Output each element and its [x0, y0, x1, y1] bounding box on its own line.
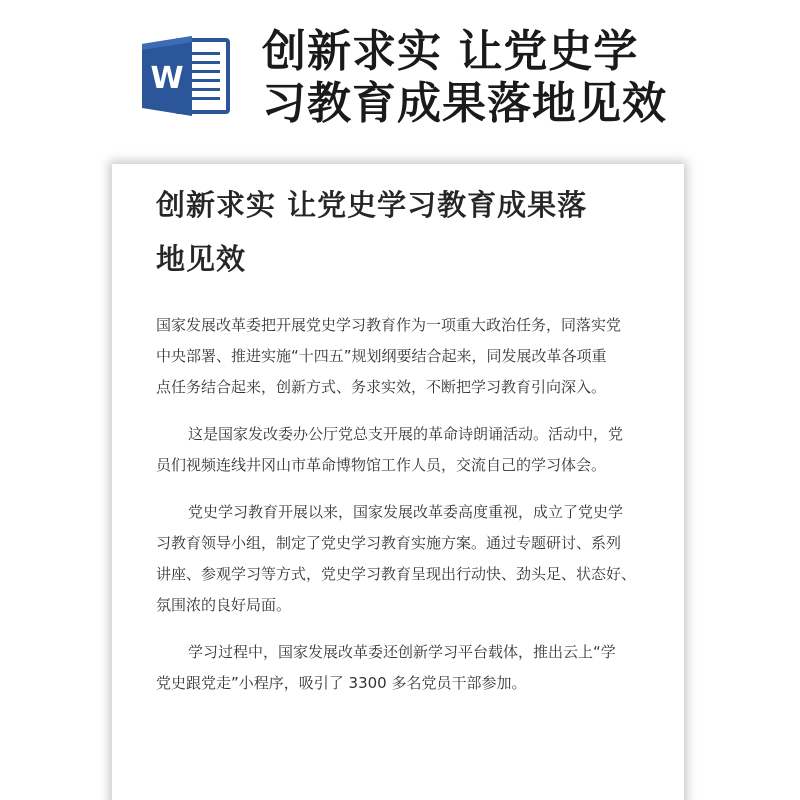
- paragraph-line: 这是国家发改委办公厅党总支开展的革命诗朗诵活动。活动中，党: [188, 425, 624, 443]
- document-title: [156, 178, 656, 286]
- header-title: [262, 26, 782, 130]
- paragraph-1: [156, 310, 656, 403]
- paragraph-4: [156, 637, 656, 699]
- paragraph-line: 习教育领导小组，制定了党史学习教育实施方案。通过专题研讨、系列: [156, 534, 622, 552]
- paragraph-3: [156, 497, 656, 621]
- paragraph-line: 党史跟党走”小程序，吸引了 3300 多名党员干部参加。: [156, 674, 527, 692]
- word-document-icon: [140, 34, 232, 118]
- document-title-line-1: 创新求实 让党史学习教育成果落: [156, 188, 588, 222]
- paragraph-line: 点任务结合起来，创新方式、务求实效，不断把学习教育引向深入。: [156, 378, 607, 396]
- paragraph-line: 氛围浓的良好局面。: [156, 596, 292, 614]
- paragraph-line: 讲座、参观学习等方式，党史学习教育呈现出行动快、劲头足、状态好、: [156, 565, 637, 583]
- document-body: [156, 310, 656, 715]
- header-title-line-1: 创新求实 让党史学: [262, 26, 639, 77]
- paragraph-line: 学习过程中，国家发展改革委还创新学习平台载体，推出云上“学: [188, 643, 616, 661]
- paragraph-line: 中央部署、推进实施“十四五”规划纲要结合起来，同发展改革各项重: [156, 347, 607, 365]
- paragraph-line: 国家发展改革委把开展党史学习教育作为一项重大政治任务，同落实党: [156, 316, 622, 334]
- word-icon-letter: W: [150, 61, 184, 96]
- document-page: [112, 164, 684, 800]
- header-banner: [0, 0, 800, 140]
- paragraph-line: 党史学习教育开展以来，国家发展改革委高度重视，成立了党史学: [188, 503, 624, 521]
- document-title-line-2: 地见效: [156, 242, 247, 276]
- paragraph-line: 员们视频连线井冈山市革命博物馆工作人员，交流自己的学习体会。: [156, 456, 607, 474]
- paragraph-2: [156, 419, 656, 481]
- header-title-line-2: 习教育成果落地见效: [262, 78, 667, 129]
